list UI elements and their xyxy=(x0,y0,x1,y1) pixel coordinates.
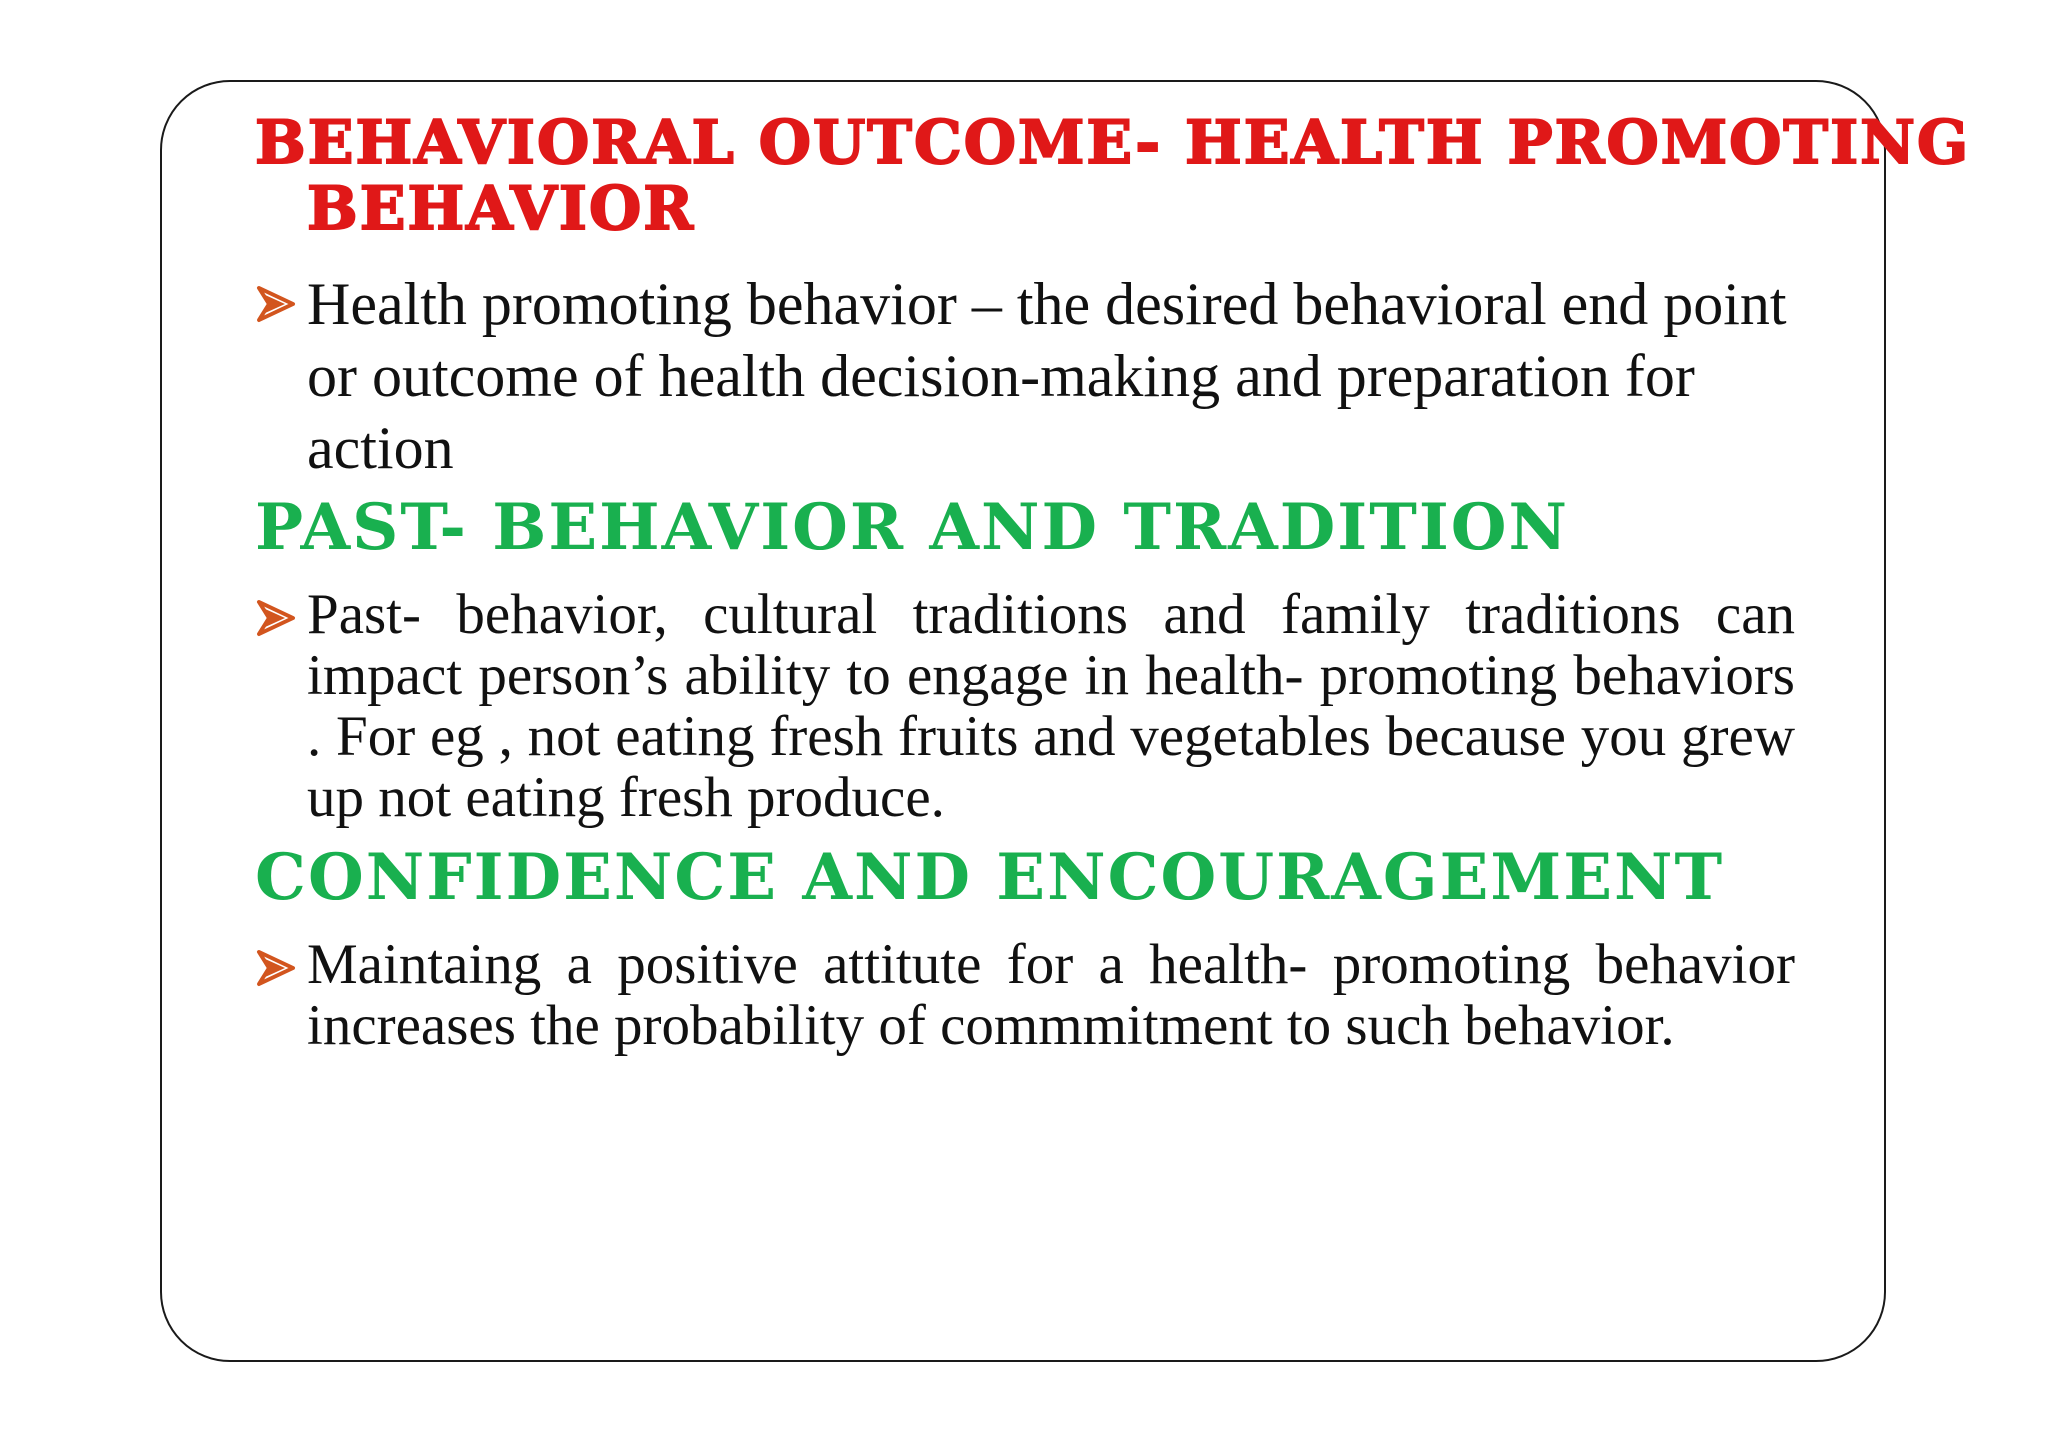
heading-behavioral-outcome xyxy=(255,110,1970,242)
arrow-bullet-icon xyxy=(255,588,299,648)
arrow-bullet-icon xyxy=(255,274,299,334)
bullet-text: Past- behavior, cultural traditions and family traditions can impact person’s ability to engage in health- promoting behaviors . For eg , not eating fresh fruits and vegetables because you grew up not eating fresh produce. xyxy=(307,583,1795,829)
heading-text: CONFIDENCE AND ENCOURAGEMENT xyxy=(255,840,1725,915)
bullet-text: Maintaing a positive attitute for a health- promoting behavior increases the probability of commmitment to such behavior. xyxy=(307,933,1795,1057)
bullet-past-behavior xyxy=(255,584,1795,828)
bullet-confidence xyxy=(255,934,1795,1056)
heading-text: PAST- BEHAVIOR AND TRADITION xyxy=(255,490,1570,565)
bullet-text: Health promoting behavior – the desired behavioral end point or outcome of health decision-making and preparation for action xyxy=(307,271,1787,481)
heading-line-1: BEHAVIORAL OUTCOME- HEALTH PROMOTING xyxy=(255,108,1971,178)
heading-line-2: BEHAVIOR xyxy=(307,174,696,244)
arrow-bullet-icon xyxy=(255,938,299,998)
heading-confidence xyxy=(255,842,1724,914)
bullet-health-promoting-behavior xyxy=(255,268,1795,484)
heading-past-behavior xyxy=(255,492,1569,564)
